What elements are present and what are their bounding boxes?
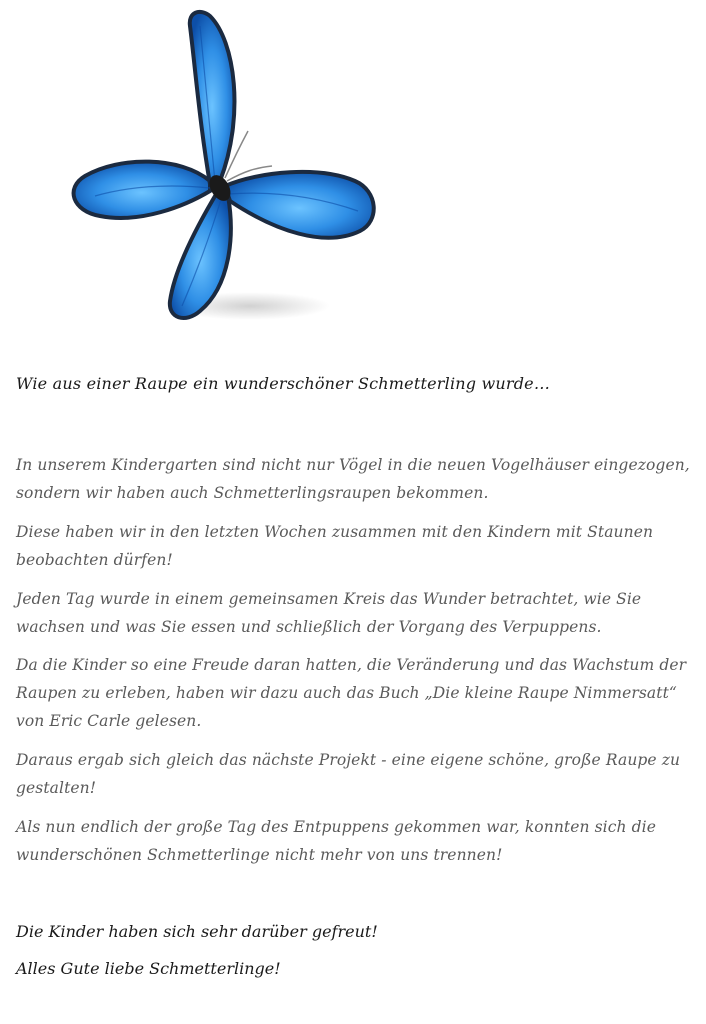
butterfly-image bbox=[60, 6, 400, 336]
paragraph-2: Diese haben wir in den letzten Wochen zusammen mit den Kindern mit Staunen beobachten dürfen! bbox=[16, 523, 654, 569]
paragraph-5: Daraus ergab sich gleich das nächste Projekt - eine eigene schöne, große Raupe zu gestalten! bbox=[16, 751, 681, 797]
closing-line-2: Alles Gute liebe Schmetterlinge! bbox=[16, 959, 281, 978]
paragraph-6: Als nun endlich der große Tag des Entpuppens gekommen war, konnten sich die wunderschönen Schmetterlinge nicht mehr von uns trennen! bbox=[16, 818, 656, 864]
closing-line-1: Die Kinder haben sich sehr darüber gefreut! bbox=[16, 922, 378, 941]
article-heading: Wie aus einer Raupe ein wunderschöner Schmetterling wurde… bbox=[16, 374, 551, 393]
paragraph-3: Jeden Tag wurde in einem gemeinsamen Kreis das Wunder betrachtet, wie Sie wachsen und was Sie essen und schließlich der Vorgang des Verpuppens. bbox=[16, 590, 642, 636]
paragraph-1: In unserem Kindergarten sind nicht nur Vögel in die neuen Vogelhäuser eingezogen, sondern wir haben auch Schmetterlingsraupen bekommen. bbox=[16, 456, 690, 502]
paragraph-4: Da die Kinder so eine Freude daran hatten, die Veränderung und das Wachstum der Raupen zu erleben, haben wir dazu auch das Buch „Die kleine Raupe Nimmersatt“ von Eric Carle gelesen. bbox=[16, 656, 687, 730]
